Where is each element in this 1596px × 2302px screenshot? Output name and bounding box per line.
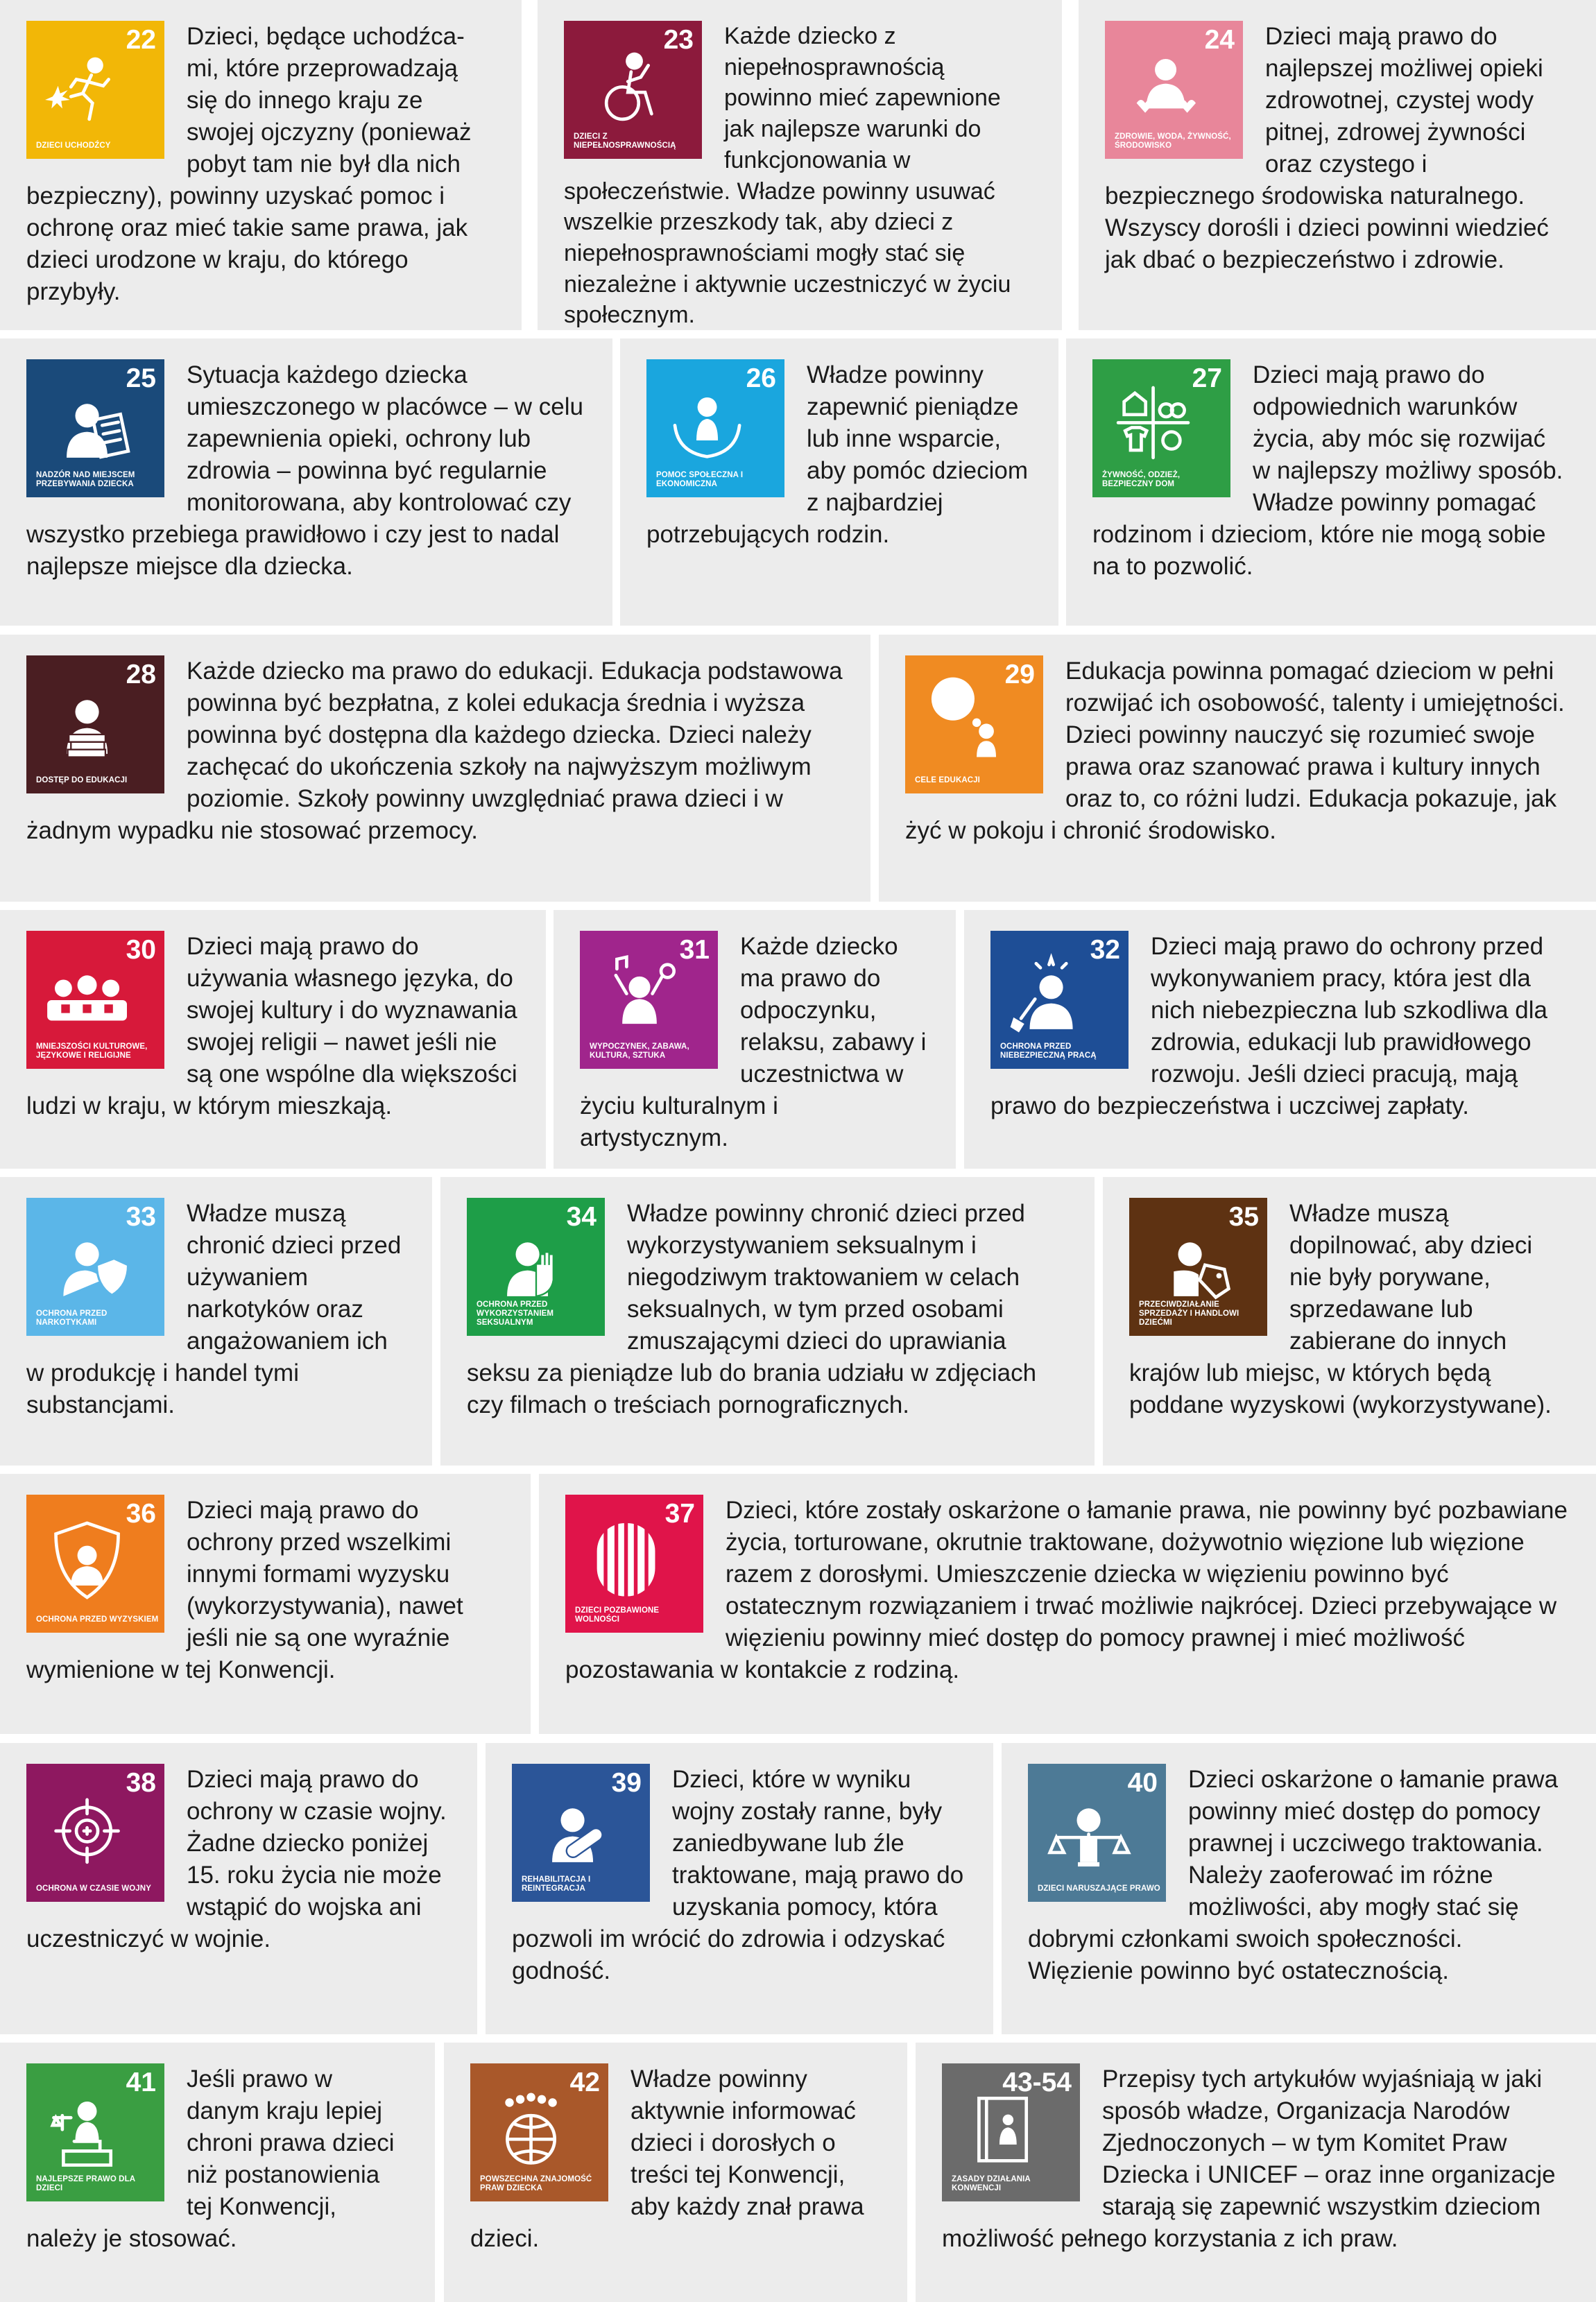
article-card-40 (1002, 1743, 1596, 2034)
article-caption: DOSTĘP DO EDUKACJI (36, 776, 128, 785)
article-number: 40 (1127, 1768, 1158, 1798)
article-text: Władze muszą chronić dzieci przed używaniem narkotyków oraz angażowaniem ich w produkcję i handel tymi substancjami. (26, 1200, 402, 1418)
article-number: 35 (1228, 1202, 1259, 1232)
article-tile-22 (26, 21, 164, 159)
article-card-26 (620, 338, 1058, 626)
article-tile-29 (905, 655, 1043, 793)
article-card-42 (444, 2043, 907, 2302)
article-number: 39 (611, 1768, 642, 1798)
article-text: Sytuacja każdego dziecka umieszczonego w placówce – w celu zapewnienia opieki, ochrony lub zdrowia – powinna być regularnie monitorowana, aby kontrolować czy wszystko przebiega prawidłowo i czy jest to nadal najlepsze miejsce dla dziecka. (26, 361, 583, 580)
article-number: 30 (126, 935, 156, 965)
article-card-23 (538, 0, 1062, 330)
article-number: 25 (126, 363, 156, 393)
article-text: Dzieci, które w wyniku wojny zostały ranne, były zaniedbywane lub źle traktowane, mają prawo do uzyskania pomocy, która pozwoli im wrócić do zdrowia i odzyskać godność. (512, 1766, 964, 1984)
article-tile-25 (26, 359, 164, 497)
article-card-37 (539, 1474, 1596, 1734)
article-tile-26 (646, 359, 784, 497)
article-text: Dzieci mają prawo do najlepszej możliwej opieki zdrowotnej, czystej wody pitnej, zdrowej żywności oraz czystego i bezpiecznego środowiska naturalnego. Wszyscy dorośli i dzieci powinni wiedzieć jak dbać o bezpieczeństwo i zdrowie. (1105, 23, 1549, 273)
article-tile-32 (990, 931, 1129, 1069)
article-caption: OCHRONA W CZASIE WOJNY (36, 1884, 151, 1893)
article-card-31 (554, 910, 956, 1169)
article-caption: OCHRONA PRZED NIEBEZPIECZNĄ PRACĄ (1000, 1042, 1097, 1060)
article-number: 41 (126, 2068, 156, 2097)
article-number: 24 (1204, 25, 1235, 55)
article-caption: ZASADY DZIAŁANIA KONWENCJI (952, 2175, 1031, 2193)
article-number: 38 (126, 1768, 156, 1798)
article-tile-28 (26, 655, 164, 793)
article-caption: CELE EDUKACJI (915, 776, 980, 785)
article-caption: REHABILITACJA I REINTEGRACJA (522, 1875, 591, 1893)
article-caption: POWSZECHNA ZNAJOMOŚĆ PRAW DZIECKA (480, 2175, 592, 2193)
article-caption: OCHRONA PRZED NARKOTYKAMI (36, 1309, 108, 1328)
article-tile-23 (564, 21, 702, 159)
article-card-25 (0, 338, 612, 626)
article-text: Władze powinny chronić dzieci przed wykorzystywaniem seksualnym i niegodziwym traktowaniem w celach seksualnych, w tym przed osobami zmuszającymi dzieci do uprawiania seksu za pieniądze lub do brania udziału w zdjęciach czy filmach o treściach pornograficznych. (467, 1200, 1037, 1418)
article-text: Każde dziecko z niepełnosprawnością powinno mieć zapewnione jak najlepsze warunki do funkcjonowania w społeczeństwie. Władze powinny usuwać wszelkie przeszkody tak, aby dzieci z niepełnosprawnościami mogły stać się niezależne i aktywnie uczestniczyć w życiu społecznym. (564, 23, 1011, 329)
article-text: Przepisy tych artykułów wyjaśniają w jaki sposób władze, Organizacja Narodów Zjednoczonych – w tym Komitet Praw Dziecka i UNICEF – oraz inne organizacje starają się zapewnić wszystkim dzieciom możliwość pełnego korzystania z ich praw. (942, 2065, 1556, 2252)
article-card-34 (440, 1177, 1095, 1466)
article-tile-24 (1105, 21, 1243, 159)
article-tile-33 (26, 1198, 164, 1336)
article-number: 22 (126, 25, 156, 55)
article-tile-31 (580, 931, 718, 1069)
article-tile-40 (1028, 1764, 1166, 1902)
article-caption: ŻYWNOŚĆ, ODZIEŻ, BEZPIECZNY DOM (1102, 471, 1181, 489)
article-tile-34 (467, 1198, 605, 1336)
article-card-38 (0, 1743, 477, 2034)
article-text: Władze muszą dopilnować, aby dzieci nie były porywane, sprzedawane lub zabierane do innych krajów lub miejsc, w których będą poddane wyzyskowi (wykorzystywane). (1129, 1200, 1552, 1418)
article-text: Edukacja powinna pomagać dzieciom w pełni rozwijać ich osobowość, talenty i umiejętności. Dzieci powinny nauczyć się rozumieć swoje prawa oraz szanować prawa i kultury innych oraz to, co różni ludzi. Edukacja pokazuje, jak żyć w pokoju i chronić środowisko. (905, 658, 1565, 844)
article-number: 23 (663, 25, 694, 55)
article-card-33 (0, 1177, 432, 1466)
article-text: Dzieci, które zostały oskarżone o łamanie prawa, nie powinny być pozbawiane życia, torturowane, okrutnie traktowane, dożywotnio więzione lub więzione razem z dorosłymi. Umieszczenie dziecka w więzieniu powinno być ostatecznym rozwiązaniem i trwać możliwie najkrócej. Dzieci przebywające w więzieniu powinny mieć dostęp do pomocy prawnej i mieć możliwość pozostawania w kontakcie z rodziną. (565, 1497, 1568, 1683)
article-card-29 (879, 635, 1596, 902)
article-card-39 (486, 1743, 993, 2034)
article-text: Dzieci mają prawo do ochrony w czasie wojny. Żadne dziecko poniżej 15. roku życia nie może wstąpić do wojska ani uczestniczyć w wojnie. (26, 1766, 447, 1952)
article-number: 42 (569, 2068, 600, 2097)
article-number: 34 (566, 1202, 597, 1232)
article-tile-41 (26, 2063, 164, 2201)
article-tile-35 (1129, 1198, 1267, 1336)
article-caption: OCHRONA PRZED WYKORZYSTANIEM SEKSUALNYM (477, 1300, 554, 1328)
article-number: 29 (1004, 660, 1035, 689)
article-caption: DZIECI POZBAWIONE WOLNOŚCI (575, 1606, 660, 1624)
article-number: 37 (664, 1499, 695, 1529)
article-caption: DZIECI Z NIEPEŁNOSPRAWNOŚCIĄ (574, 132, 676, 151)
article-number: 27 (1192, 363, 1222, 393)
article-caption: POMOC SPOŁECZNA I EKONOMICZNA (656, 471, 744, 489)
article-text: Dzieci mają prawo do używania własnego języka, do swojej kultury i do wyznawania swojej religii – nawet jeśli nie są one wspólne dla większości ludzi w kraju, w którym mieszkają. (26, 933, 517, 1119)
article-number: 36 (126, 1499, 156, 1529)
article-caption: PRZECIWDZIAŁANIE SPRZEDAŻY I HANDLOWI DZIEĆMI (1139, 1300, 1239, 1328)
article-card-32 (964, 910, 1596, 1169)
article-text: Jeśli prawo w danym kraju lepiej chroni prawa dzieci niż postanowienia tej Konwencji, należy je stosować. (26, 2065, 395, 2252)
article-tile-39 (512, 1764, 650, 1902)
article-text: Każde dziecko ma prawo do edukacji. Edukacja podstawowa powinna być bezpłatna, z kolei edukacja średnia i wyższa powinna być dostępna dla każdego dziecka. Dzieci należy zachęcać do ukończenia szkoły na najwyższym możliwym poziomie. Szkoły powinny uwzględniać prawa dzieci i w żadnym wypadku nie stosować przemocy. (26, 658, 843, 844)
article-card-24 (1079, 0, 1596, 330)
article-number: 32 (1090, 935, 1120, 965)
article-text: Dzieci, będące uchodźca-mi, które przeprowadzają się do innego kraju ze swojej ojczyzny (ponieważ pobyt tam nie był dla nich bezpieczny), powinny uzyskać pomoc i ochronę oraz mieć takie same prawa, jak dzieci urodzone w kraju, do którego przybyły. (26, 23, 472, 305)
article-card-30 (0, 910, 546, 1169)
article-card-27 (1066, 338, 1596, 626)
article-card-35 (1103, 1177, 1596, 1466)
article-caption: NAJLEPSZE PRAWO DLA DZIECI (36, 2175, 135, 2193)
article-tile-27 (1092, 359, 1230, 497)
article-text: Dzieci mają prawo do ochrony przed wszelkimi innymi formami wyzysku (wykorzystywania), nawet jeśli nie są one wyraźnie wymienione w tej Konwencji. (26, 1497, 463, 1683)
article-card-41 (0, 2043, 435, 2302)
article-text: Dzieci mają prawo do odpowiednich warunków życia, aby móc się rozwijać w najlepszy możliwy sposób. Władze powinny pomagać rodzinom i dzieciom, które nie mogą sobie na to pozwolić. (1092, 361, 1563, 580)
article-caption: ZDROWIE, WODA, ŻYWNOŚĆ, ŚRODOWISKO (1115, 132, 1231, 151)
article-card-36 (0, 1474, 531, 1734)
article-tile-36 (26, 1495, 164, 1633)
article-card-28 (0, 635, 870, 902)
article-tile-42 (470, 2063, 608, 2201)
article-tile-37 (565, 1495, 703, 1633)
article-text: Władze powinny zapewnić pieniądze lub inne wsparcie, aby pomóc dzieciom z najbardziej potrzebujących rodzin. (646, 361, 1029, 548)
article-number: 28 (126, 660, 156, 689)
article-text: Władze powinny aktywnie informować dzieci i dorosłych o treści tej Konwencji, aby każdy znał prawa dzieci. (470, 2065, 864, 2252)
article-caption: DZIECI NARUSZAJĄCE PRAWO (1038, 1884, 1160, 1893)
article-caption: OCHRONA PRZED WYZYSKIEM (36, 1615, 159, 1624)
article-text: Dzieci mają prawo do ochrony przed wykonywaniem pracy, która jest dla nich niebezpieczna lub szkodliwa dla zdrowia, edukacji lub prawidłowego rozwoju. Jeśli dzieci pracują, mają prawo do bezpieczeństwa i uczciwej zapłaty. (990, 933, 1548, 1119)
article-text: Dzieci oskarżone o łamanie prawa powinny mieć dostęp do pomocy prawnej i uczciwego traktowania. Należy zaoferować im różne możliwości, aby mogły stać się dobrymi członkami swoich społeczności. Więzienie powinno być ostatecznością. (1028, 1766, 1559, 1984)
article-number: 31 (679, 935, 710, 965)
article-text: Każde dziecko ma prawo do odpoczynku, relaksu, zabawy i uczestnictwa w życiu kulturalnym i artystycznym. (580, 933, 927, 1151)
article-card-22 (0, 0, 522, 330)
article-tile-38 (26, 1764, 164, 1902)
article-number: 33 (126, 1202, 156, 1232)
article-number: 43-54 (1002, 2068, 1072, 2097)
article-caption: DZIECI UCHODŹCY (36, 141, 111, 151)
article-number: 26 (746, 363, 776, 393)
article-tile-30 (26, 931, 164, 1069)
article-caption: NADZÓR NAD MIEJSCEM PRZEBYWANIA DZIECKA (36, 471, 135, 489)
article-caption: MNIEJSZOŚCI KULTUROWE, JĘZYKOWE I RELIGIJNE (36, 1042, 148, 1060)
article-caption: WYPOCZYNEK, ZABAWA, KULTURA, SZTUKA (590, 1042, 689, 1060)
article-tile-43-54 (942, 2063, 1080, 2201)
article-card-43-54 (916, 2043, 1596, 2302)
